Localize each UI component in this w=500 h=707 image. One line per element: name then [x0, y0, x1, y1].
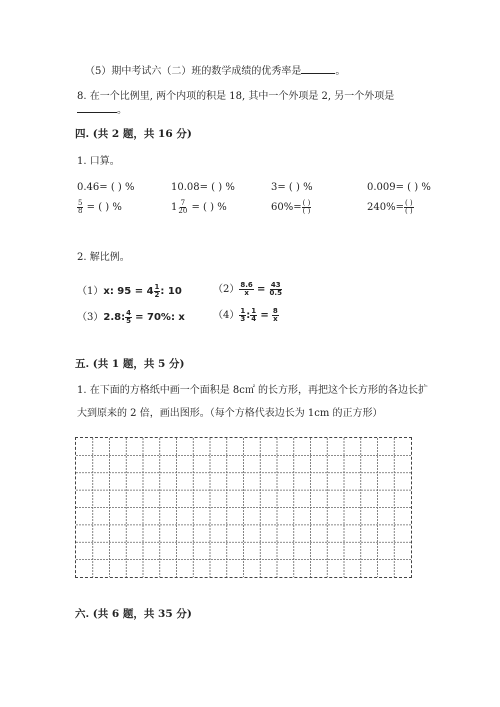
fraction	[302, 200, 312, 215]
item-label: （4）	[213, 310, 240, 321]
denominator: 0.5	[269, 289, 282, 297]
section-4-q2: 2. 解比例。	[77, 252, 130, 263]
expr: = 70%: x	[135, 312, 185, 323]
oral-r2c2	[171, 200, 227, 215]
oral-r2c4	[367, 200, 414, 215]
numerator: 4	[126, 309, 131, 317]
oral-r1c4: 0.009= ( ) %	[367, 182, 431, 193]
oral-r2c4-pre: 240%=	[367, 202, 404, 213]
oral-r1c2: 10.08= ( ) %	[171, 182, 235, 193]
fraction	[77, 200, 83, 215]
numerator: 8	[272, 307, 278, 315]
denominator: x	[273, 315, 278, 323]
numerator: ( )	[302, 199, 311, 207]
numerator: 5	[78, 199, 83, 207]
fraction	[239, 282, 253, 297]
fraction	[177, 200, 188, 215]
section-5-heading: 五. (共 1 题，共 5 分)	[75, 358, 185, 370]
denominator: 20	[178, 207, 188, 215]
numerator: 8.6	[240, 281, 253, 289]
period: 。	[335, 66, 346, 77]
question-8	[77, 87, 394, 102]
question-8-text: 8. 在一个比例里, 两个内项的积是 18, 其中一个外项是 2, 另一个外项是	[77, 91, 395, 102]
numerator: 1	[240, 307, 246, 315]
section-5-q1-line1: 1. 在下面的方格纸中画一个面积是 8c㎡ 的长方形，再把这个长方形的各边长扩	[77, 385, 429, 396]
item-label: （3）	[77, 312, 104, 323]
expr: : 10	[160, 286, 182, 297]
denominator: 4	[251, 315, 257, 323]
denominator: 2	[154, 291, 160, 299]
fraction	[250, 308, 257, 323]
fraction	[272, 308, 279, 323]
expr: x: 95 = 4	[103, 286, 154, 297]
numerator: 1	[154, 283, 160, 291]
question-5	[85, 62, 345, 77]
answer-blank	[301, 73, 335, 74]
denominator: 3	[240, 315, 246, 323]
denominator: 5	[126, 317, 131, 325]
proportion-3	[77, 308, 185, 325]
fraction	[269, 282, 283, 297]
question-8-line2	[77, 101, 127, 116]
numerator: ( )	[404, 199, 413, 207]
equals: =	[256, 284, 266, 295]
oral-r1c1: 0.46= ( ) %	[77, 182, 135, 193]
square-grid-paper[interactable]	[75, 437, 412, 578]
oral-r2c3	[271, 200, 311, 215]
colon: :	[246, 310, 251, 321]
denominator: x	[244, 289, 249, 297]
numerator: 1	[251, 307, 257, 315]
section-4-q1: 1. 口算。	[77, 156, 120, 167]
denominator: ( )	[404, 207, 413, 215]
denominator: 8	[78, 207, 83, 215]
question-5-text: （5）期中考试六（二）班的数学成绩的优秀率是	[85, 66, 302, 77]
oral-r1c3: 3= ( ) %	[271, 182, 313, 193]
whole-part: 1	[171, 202, 178, 213]
period: 。	[117, 105, 127, 116]
proportion-2	[213, 280, 283, 297]
fraction	[125, 310, 132, 325]
oral-r2c1-rest: = ( ) %	[86, 202, 122, 213]
denominator: ( )	[302, 207, 311, 215]
expr: 2.8:	[103, 312, 126, 323]
oral-r2c3-pre: 60%=	[271, 202, 302, 213]
item-label: （2）	[213, 284, 240, 295]
item-label: （1）	[77, 286, 104, 297]
section-4-heading: 四. (共 2 题，共 16 分)	[75, 128, 192, 140]
oral-r2c1	[77, 200, 122, 215]
proportion-4	[213, 306, 279, 323]
numerator: 7	[180, 199, 186, 207]
section-5-q1-line2: 大到原来的 2 倍，画出图形。（每个方格代表边长为 1cm 的正方形）	[77, 408, 383, 419]
oral-r2c2-rest: = ( ) %	[191, 202, 227, 213]
section-6-heading: 六. (共 6 题，共 35 分)	[75, 608, 192, 620]
answer-blank	[77, 112, 117, 113]
fraction	[404, 200, 414, 215]
equals: =	[260, 310, 269, 321]
numerator: 43	[270, 281, 281, 289]
proportion-1	[77, 282, 182, 299]
grid-lines	[76, 438, 413, 579]
